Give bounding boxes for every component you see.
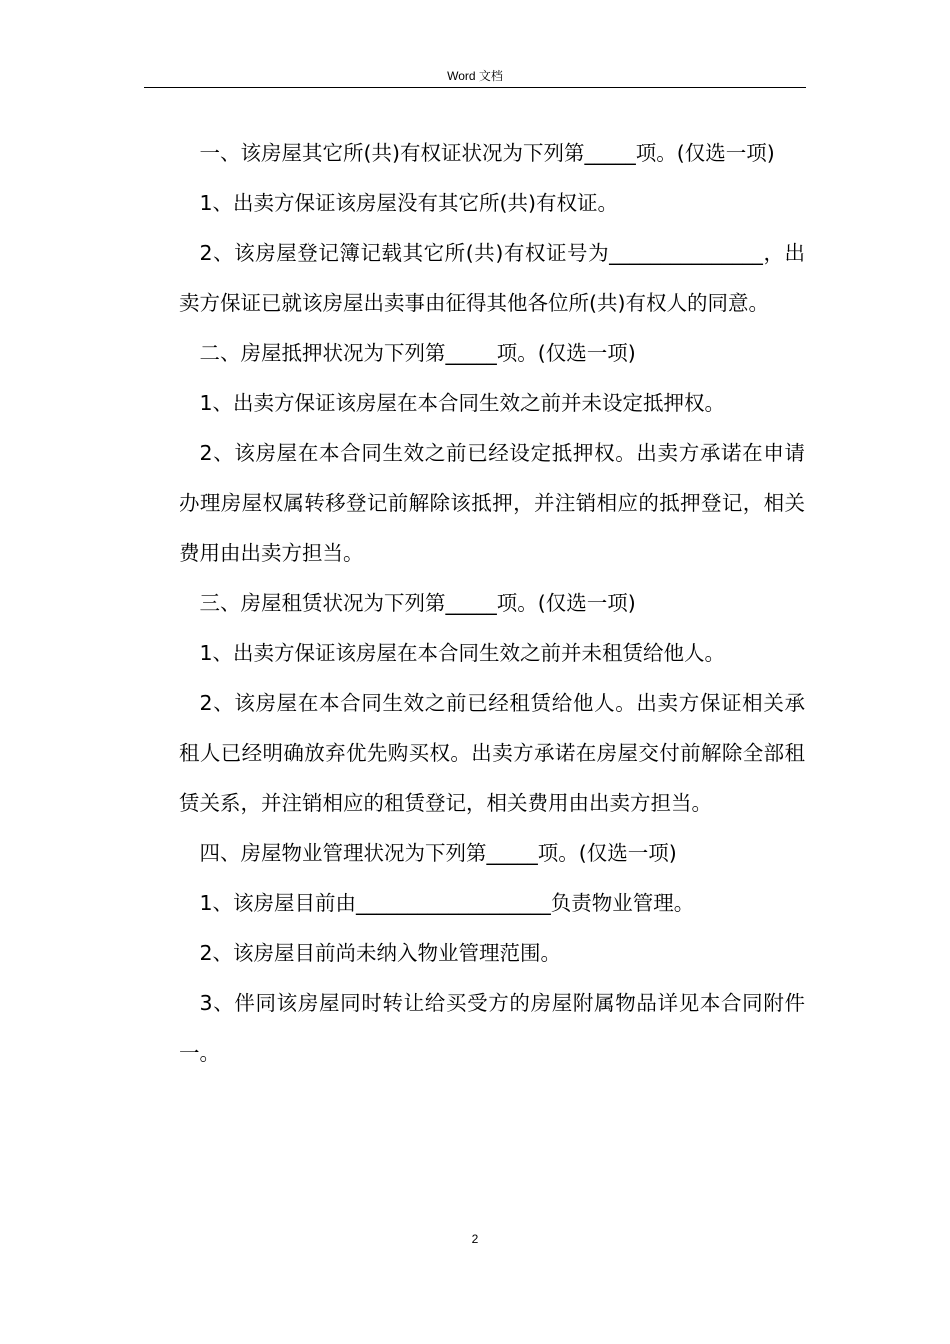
- header-rule: [144, 87, 806, 88]
- paragraph: 2、该房屋目前尚未纳入物业管理范围。: [199, 941, 562, 965]
- paragraph: 三、房屋租赁状况为下列第_____项。(仅选一项): [199, 591, 636, 615]
- document-body: [179, 128, 805, 1078]
- paragraph: 1、出卖方保证该房屋在本合同生效之前并未设定抵押权。: [199, 391, 726, 415]
- page-header: Word 文档: [447, 69, 503, 83]
- paragraph: 二、房屋抵押状况为下列第_____项。(仅选一项): [199, 341, 636, 365]
- paragraph: 3、伴同该房屋同时转让给买受方的房屋附属物品详见本合同附件一。: [179, 991, 805, 1065]
- paragraph: 1、出卖方保证该房屋没有其它所(共)有权证。: [199, 191, 619, 215]
- paragraph: 四、房屋物业管理状况为下列第_____项。(仅选一项): [199, 841, 677, 865]
- paragraph: 2、该房屋登记簿记载其它所(共)有权证号为_______________，出卖方保证已就该房屋出卖事由征得其他各位所(共)有权人的同意。: [179, 241, 805, 315]
- paragraph: 1、出卖方保证该房屋在本合同生效之前并未租赁给他人。: [199, 641, 726, 665]
- paragraph: 2、该房屋在本合同生效之前已经设定抵押权。出卖方承诺在申请办理房屋权属转移登记前解除该抵押，并注销相应的抵押登记，相关费用由出卖方担当。: [179, 441, 805, 565]
- paragraph: 一、该房屋其它所(共)有权证状况为下列第_____项。(仅选一项): [199, 141, 775, 165]
- paragraph: 2、该房屋在本合同生效之前已经租赁给他人。出卖方保证相关承租人已经明确放弃优先购买权。出卖方承诺在房屋交付前解除全部租赁关系，并注销相应的租赁登记，相关费用由出卖方担当。: [179, 691, 805, 815]
- page-number: 2: [471, 1232, 479, 1246]
- paragraph: 1、该房屋目前由___________________负责物业管理。: [199, 891, 695, 915]
